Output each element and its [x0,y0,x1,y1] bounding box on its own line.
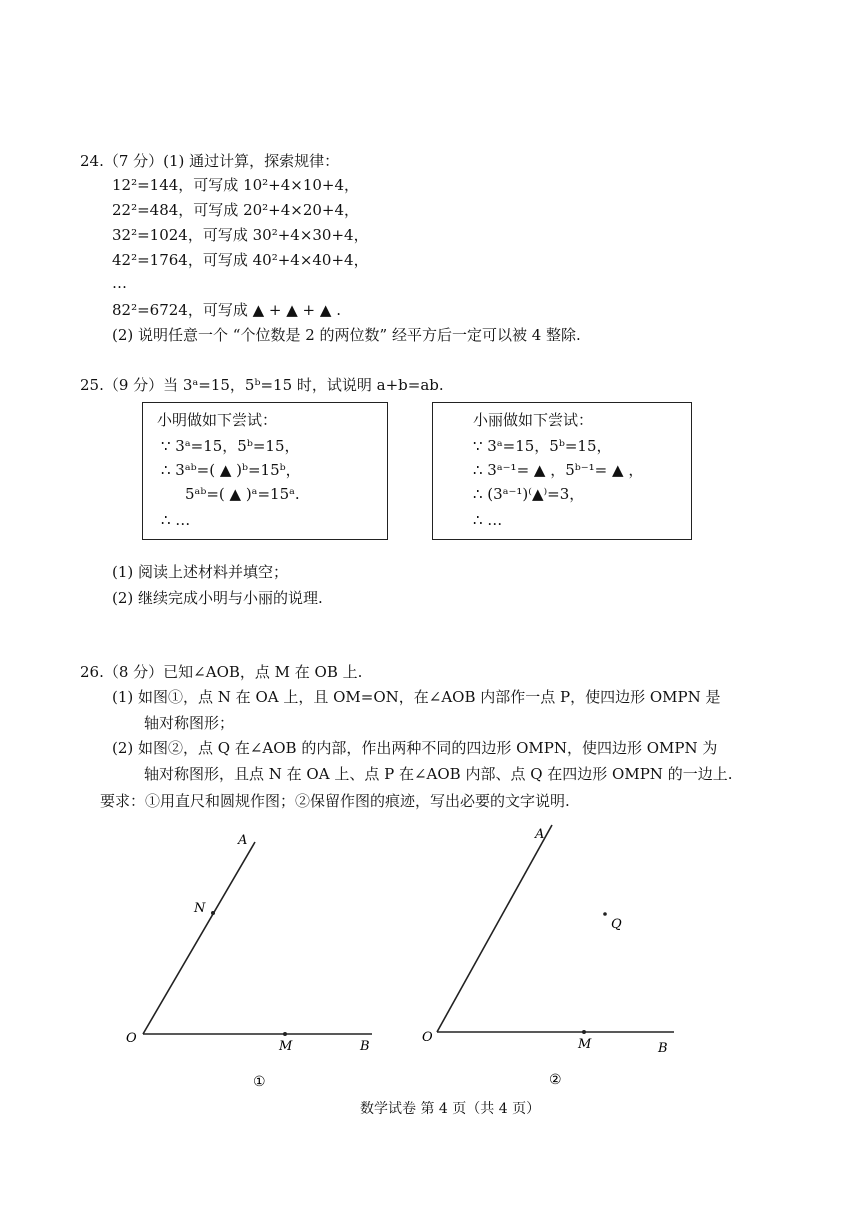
q24-part-2: (2) 说明任意一个 “个位数是 2 的两位数” 经平方后一定可以被 4 整除. [112,326,581,344]
fig1-label-n: N [194,901,206,916]
q24-heading: 24.（7 分）(1) 通过计算，探索规律： [80,152,340,170]
fig2-caption: ② [549,1072,562,1088]
fig2-point-m [582,1030,586,1034]
xiaoming-title: 小明做如下尝试： [157,411,278,429]
fig1-point-n [211,911,215,915]
fig1-label-m: M [279,1039,293,1054]
figure-2 [437,825,674,1032]
q25-heading: 25.（9 分）当 3ᵃ=15，5ᵇ=15 时，试说明 a+b=ab. [80,376,444,394]
xiaoli-line-1: ∵ 3ᵃ=15，5ᵇ=15， [473,437,612,455]
q25-part-1: (1) 阅读上述材料并填空； [112,563,289,581]
fig1-label-a: A [238,833,248,848]
q26-part-2b: 轴对称图形，且点 N 在 OA 上、点 P 在∠AOB 内部、点 Q 在四边形 OMPN 的一边上. [144,765,733,783]
q24-line-1: 12²=144，可写成 10²+4×10+4， [112,176,360,194]
q26-heading: 26.（8 分）已知∠AOB，点 M 在 OB 上. [80,663,363,681]
fig2-label-b: B [658,1041,668,1056]
xiaoli-line-4: ∴ … [473,511,503,529]
fig2-ray-oa [437,825,552,1032]
fig1-ray-oa [143,842,255,1034]
fig2-label-m: M [578,1037,592,1052]
fig1-label-o: O [126,1031,137,1046]
q26-part-1b: 轴对称图形； [144,714,235,732]
xiaoming-line-1: ∵ 3ᵃ=15，5ᵇ=15， [161,437,300,455]
fig1-label-b: B [360,1039,370,1054]
fig2-label-o: O [422,1030,433,1045]
xiaoli-title: 小丽做如下尝试： [473,411,594,429]
fig2-point-q [603,912,607,916]
xiaoming-line-2: ∴ 3ᵃᵇ=( ▲ )ᵇ=15ᵇ， [161,461,301,479]
figure-1 [143,842,372,1034]
q24-line-5: 82²=6724，可写成 ▲ + ▲ + ▲ . [112,301,341,319]
q25-part-2: (2) 继续完成小明与小丽的说理. [112,589,323,607]
fig1-caption: ① [253,1074,266,1090]
q26-requirement: 要求：①用直尺和圆规作图；②保留作图的痕迹，写出必要的文字说明. [100,792,570,810]
q24-ellipsis: … [112,274,127,292]
q26-part-2a: (2) 如图②，点 Q 在∠AOB 的内部，作出两种不同的四边形 OMPN，使四边形 OMPN 为 [112,739,718,757]
page-footer: 数学试卷 第 4 页（共 4 页） [360,1101,541,1117]
xiaoli-line-3: ∴ (3ᵃ⁻¹)⁽▲⁾=3， [473,485,585,503]
fig1-point-m [283,1032,287,1036]
fig2-label-a: A [535,827,545,842]
q24-line-3: 32²=1024，可写成 30²+4×30+4， [112,226,369,244]
q24-line-4: 42²=1764，可写成 40²+4×40+4， [112,251,369,269]
xiaoli-line-2: ∴ 3ᵃ⁻¹= ▲ ，5ᵇ⁻¹= ▲ ， [473,461,644,479]
q24-line-2: 22²=484，可写成 20²+4×20+4， [112,201,360,219]
q26-part-1a: (1) 如图①，点 N 在 OA 上，且 OM=ON，在∠AOB 内部作一点 P，使四边形 OMPN 是 [112,688,721,706]
xiaoming-line-4: ∴ … [161,511,191,529]
xiaoming-line-3: 5ᵃᵇ=( ▲ )ᵃ=15ᵃ. [185,485,300,503]
fig2-label-q: Q [611,917,622,932]
